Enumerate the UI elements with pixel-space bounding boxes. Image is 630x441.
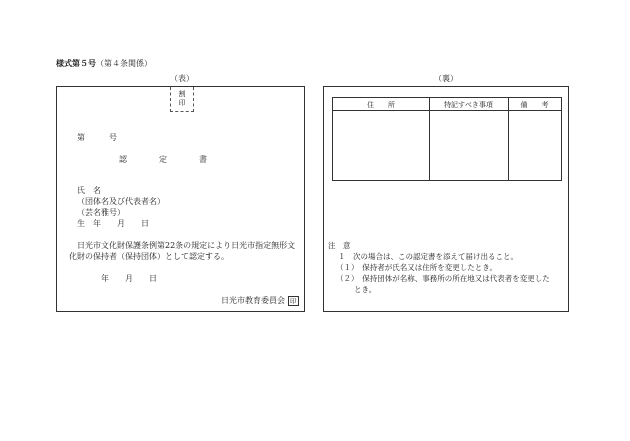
back-panel <box>323 86 569 312</box>
header-special-notes: 特記すべき事項 <box>444 101 493 109</box>
record-table <box>332 97 562 181</box>
front-side-label: （表） <box>170 74 194 83</box>
back-side-label: （裏） <box>434 74 458 83</box>
header-address: 住 所 <box>367 101 395 109</box>
certificate-title: 認 定 書 <box>119 155 207 164</box>
form-header <box>56 58 152 69</box>
issuer-name: 日光市教育委員会 <box>221 296 285 305</box>
birth-date-label: 生 年 月 日 <box>77 219 149 228</box>
form-relation: （第４条関係） <box>96 59 152 68</box>
record-table-divider-1 <box>429 98 430 180</box>
split-seal-box <box>170 87 194 112</box>
issuer-seal-icon: 印 <box>290 297 297 305</box>
certificate-body-line-2: 化財の保持者（保持団体）として認定する。 <box>69 252 229 261</box>
front-panel <box>56 86 305 312</box>
note-3-line-2: とき。 <box>354 285 377 294</box>
header-remarks: 備 考 <box>520 101 549 109</box>
note-2: （１） 保持者が氏名又は住所を変更したとき。 <box>336 263 497 272</box>
notes-title: 注 意 <box>328 241 351 250</box>
form-number: 様式第５号 <box>56 59 96 68</box>
split-seal-char-1: 割 <box>178 90 186 98</box>
stage-name-label: （芸名雅号） <box>77 208 125 217</box>
note-1: １ 次の場合は、この認定書を添えて届け出ること。 <box>338 252 518 261</box>
name-label: 氏 名 <box>77 186 101 195</box>
organization-label: （団体名及び代表者名） <box>77 197 165 206</box>
note-3-line-1: （２） 保持団体が名称、事務所の所在地又は代表者を変更した <box>336 274 550 283</box>
certificate-body-line-1: 日光市文化財保護条例第22条の規定により日光市指定無形文 <box>77 241 296 250</box>
certificate-number: 第 号 <box>77 133 117 142</box>
record-table-divider-2 <box>508 98 509 180</box>
issue-date: 年 月 日 <box>101 274 157 283</box>
issuer-line <box>221 295 299 306</box>
split-seal-char-2: 印 <box>178 99 186 107</box>
